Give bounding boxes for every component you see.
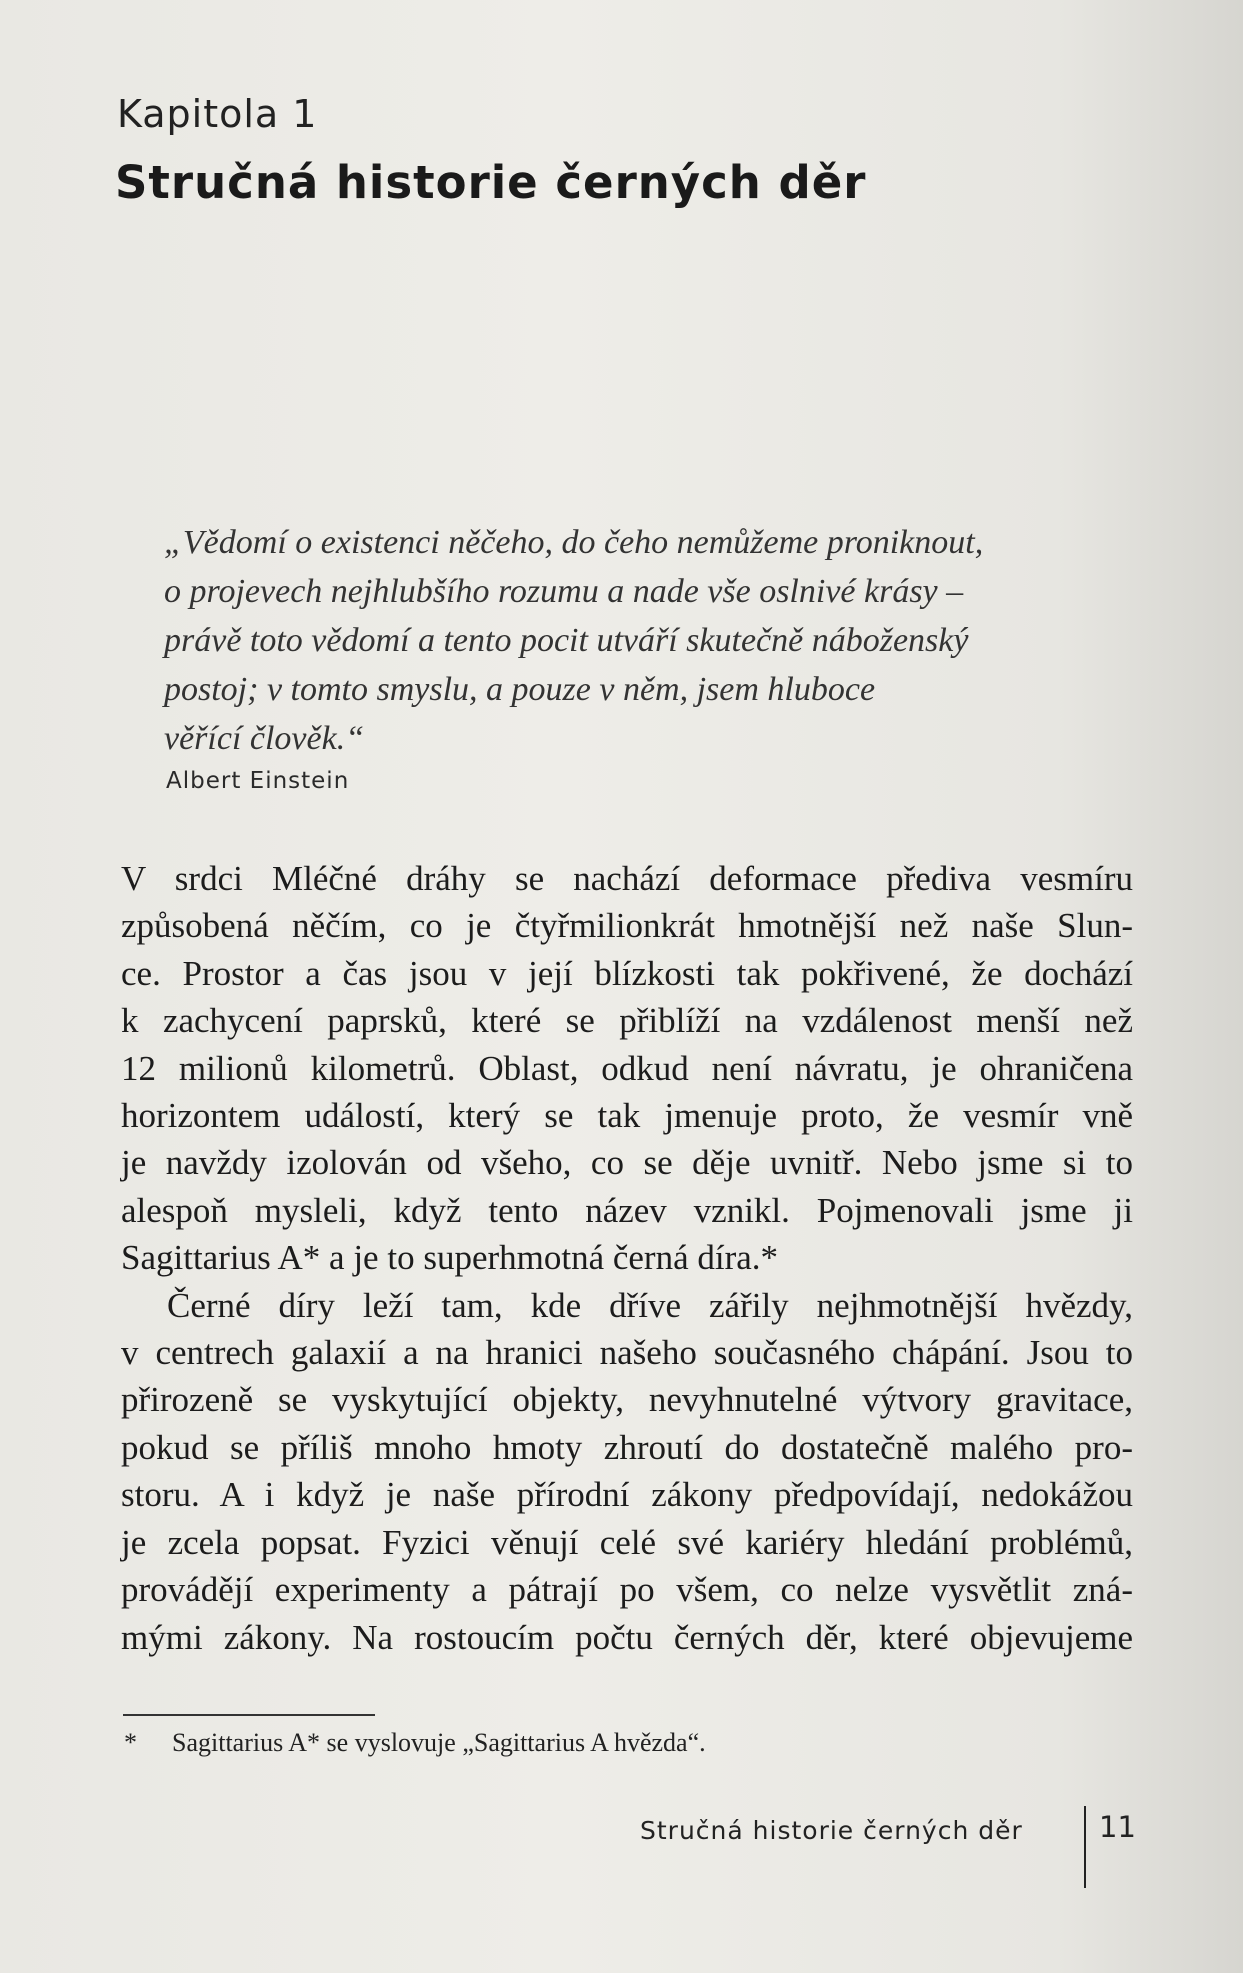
footnote-divider [123, 1714, 375, 1716]
epigraph-line: postoj; v tomto smyslu, a pouze v něm, jsem hluboce [164, 671, 876, 708]
body-line: mými zákony. Na rostoucím počtu černých děr, které objevujeme [121, 1617, 1133, 1657]
body-line: v centrech galaxií a na hranici našeho současného chápání. Jsou to [121, 1333, 1133, 1373]
body-line: provádějí experimenty a pátrají po všem, co nelze vysvětlit zná- [121, 1570, 1133, 1610]
body-line: Černé díry leží tam, kde dříve zářily nejhmotnější hvězdy, [167, 1285, 1133, 1325]
epigraph-line: „Vědomí o existenci něčeho, do čeho nemůžeme proniknout, [164, 524, 984, 561]
epigraph-line: právě toto vědomí a tento pocit utváří skutečně náboženský [164, 622, 969, 659]
body-line: 12 milionů kilometrů. Oblast, odkud není návratu, je ohraničena [121, 1048, 1133, 1088]
body-line: V srdci Mléčné dráhy se nachází deformace přediva vesmíru [121, 859, 1133, 898]
body-line: horizontem událostí, který se tak jmenuje proto, že vesmír vně [121, 1096, 1133, 1136]
body-line: je zcela popsat. Fyzici věnují celé své kariéry hledání problémů, [121, 1522, 1133, 1562]
epigraph-line: věřící člověk.“ [164, 720, 365, 757]
footnote-text: Sagittarius A* se vyslovuje „Sagittarius A hvězda“. [172, 1728, 706, 1757]
body-line: pokud se příliš mnoho hmoty zhroutí do dostatečně malého pro- [121, 1427, 1133, 1467]
footnote [124, 1728, 706, 1758]
epigraph-author: Albert Einstein [166, 768, 350, 794]
body-line: storu. A i když je naše přírodní zákony předpovídají, nedokážou [121, 1475, 1133, 1515]
body-line: Sagittarius A* a je to superhmotná černá díra.* [121, 1238, 779, 1278]
body-line: k zachycení paprsků, které se přiblíží na vzdálenost menší než [121, 1001, 1133, 1041]
running-head: Stručná historie černých děr [640, 1816, 1023, 1845]
body-line: způsobená něčím, co je čtyřmilionkrát hmotnější než naše Slun- [121, 906, 1133, 946]
epigraph-quote [164, 518, 1124, 763]
chapter-label: Kapitola 1 [117, 92, 318, 136]
page-number-divider [1084, 1806, 1086, 1888]
body-line: alespoň mysleli, když tento název vznikl. Pojmenovali jsme ji [121, 1190, 1133, 1230]
page-number: 11 [1099, 1810, 1136, 1844]
chapter-title: Stručná historie černých děr [115, 156, 867, 209]
body-line: je navždy izolován od všeho, co se děje uvnitř. Nebo jsme si to [121, 1143, 1133, 1183]
body-line: přirozeně se vyskytující objekty, nevyhnutelné výtvory gravitace, [121, 1380, 1133, 1420]
body-line: ce. Prostor a čas jsou v její blízkosti tak pokřivené, že dochází [121, 953, 1133, 993]
epigraph-line: o projevech nejhlubšího rozumu a nade vše oslnivé krásy – [164, 573, 964, 610]
body-text [121, 855, 1133, 1661]
footnote-marker: * [124, 1728, 137, 1757]
